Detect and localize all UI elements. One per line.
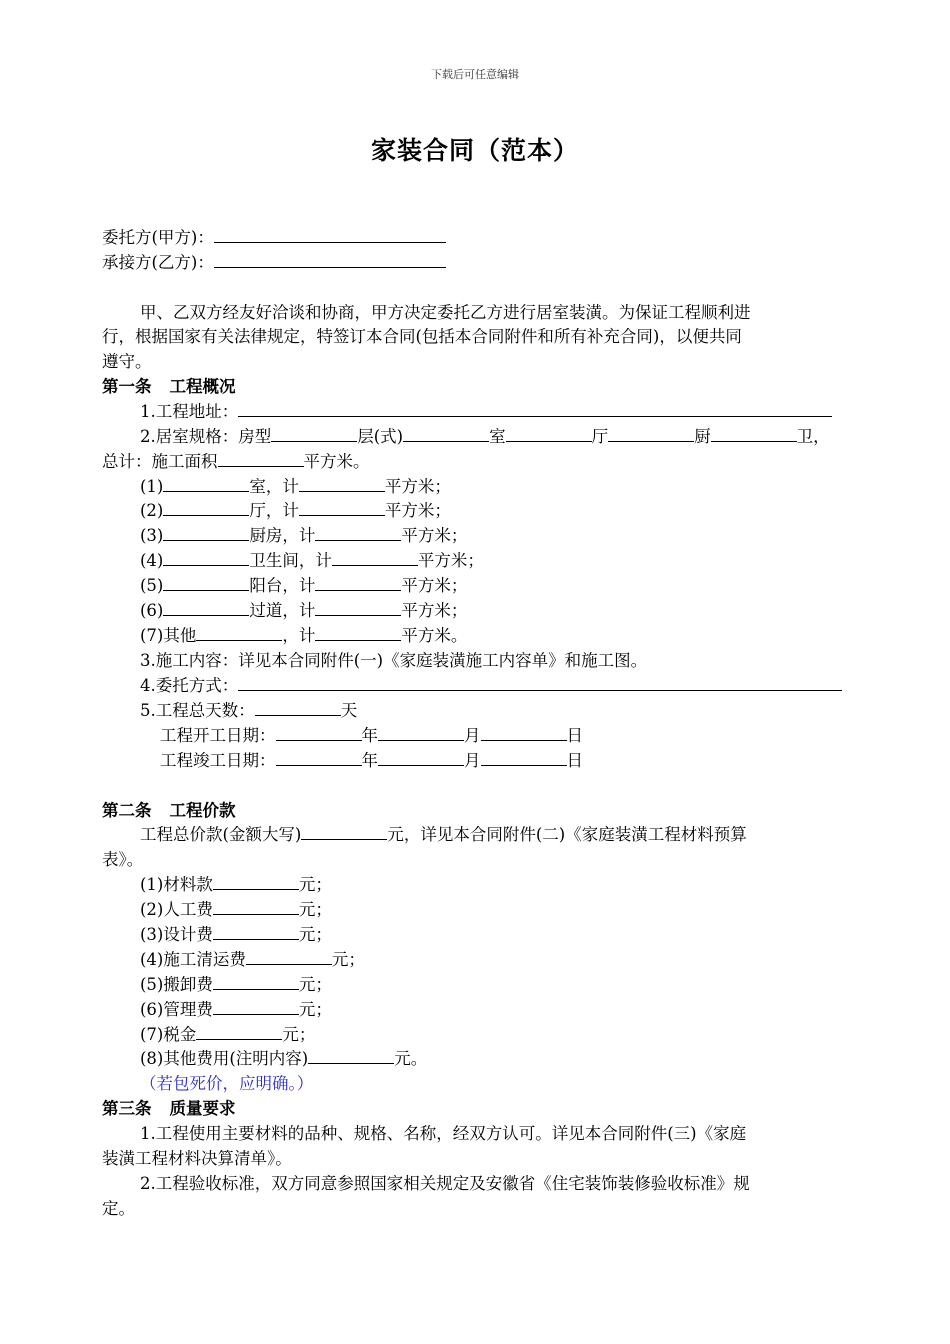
start-date-line [160,723,583,748]
blank [299,498,385,516]
end-date-line [160,748,583,773]
item-unit: 平方米； [384,477,451,496]
total-price-line-2: 表》。 [102,850,144,869]
intro-line-2: 行，根据国家有关法律规定，特签订本合同(包括本合同附件和所有补充合同)，以便共同 [102,327,742,346]
days-unit: 天 [340,701,358,720]
total-area-label: 总计：施工面积 [102,452,218,471]
address-label: 1.工程地址： [140,402,239,421]
article-3-title: 质量要求 [169,1099,236,1118]
item-pre: 其他 [163,626,197,645]
area-item [140,623,467,648]
blank [163,598,249,616]
party-a-blank [214,225,446,243]
month-label: 月 [464,751,481,770]
fixed-price-note: （若包死价，应明确。） [140,1074,314,1093]
spec-line [140,424,830,449]
fee-unit: 元； [282,1025,316,1044]
fee-label: (1)材料款 [140,875,213,894]
address-line [140,399,832,424]
method-label: 4.委托方式： [140,676,239,695]
item-unit: 平方米； [401,601,468,620]
spec-hall: 厅 [591,427,609,446]
blank [213,972,299,990]
quality-p2-line-1: 2.工程验收标准，双方同意参照国家相关规定及安徽省《住宅装饰装修验收标准》规 [140,1174,750,1193]
blank [276,748,362,766]
area-item [140,573,467,598]
month-label: 月 [464,726,481,745]
blank [163,474,249,492]
fee-label: (6)管理费 [140,1000,213,1019]
days-label: 5.工程总天数： [140,701,255,720]
total-price-label: 工程总价款(金额大写) [140,825,302,844]
spec-layer: 层(式) [357,427,404,446]
blank [301,822,387,840]
article-3-number: 第三条 [102,1099,152,1118]
fee-unit: 元； [298,900,332,919]
fee-unit: 元； [298,875,332,894]
article-3-heading [102,1096,236,1121]
intro-line-3: 遵守。 [102,352,152,371]
item-num: (5) [140,576,164,595]
intro-line-1: 甲、乙双方经友好洽谈和协商，甲方决定委托乙方进行居室装潢。为保证工程顺利进 [140,303,751,322]
blank [213,922,299,940]
blank [506,424,592,442]
blank [163,573,249,591]
item-unit: 平方米； [401,526,468,545]
blank [378,748,464,766]
item-num: (1) [140,477,164,496]
fee-item [140,872,332,897]
blank [481,723,567,741]
blank [196,623,282,641]
fee-item [140,1022,315,1047]
blank [299,474,385,492]
year-label: 年 [361,751,378,770]
item-name: 室，计 [249,477,299,496]
spec-kitchen: 厨 [694,427,711,446]
item-num: (6) [140,601,164,620]
area-item [140,548,484,573]
fee-item [140,1046,427,1071]
fee-item [140,947,365,972]
article-2-number: 第二条 [102,801,152,820]
blank [163,523,249,541]
quality-p1-line-2: 装潢工程材料决算清单》。 [102,1149,292,1168]
blank [315,623,401,641]
blank [213,897,299,915]
spec-label: 2.居室规格：房型 [140,427,272,446]
fee-item [140,897,332,922]
item-name: 过道，计 [249,601,316,620]
page-title: 家装合同（范本） [370,136,579,165]
end-date-label: 工程竣工日期： [160,751,276,770]
blank [315,598,401,616]
fee-label: (7)税金 [140,1025,197,1044]
item-num: (4) [140,551,164,570]
days-line [140,698,357,723]
area-item [140,498,451,523]
quality-p2-line-2: 定。 [102,1199,135,1218]
total-price-suffix: 元，详见本合同附件(二)《家庭装潢工程材料预算 [387,825,747,844]
fee-unit: 元； [331,950,365,969]
blank [711,424,797,442]
fee-unit: 元； [298,925,332,944]
item-name: 卫生间，计 [249,551,332,570]
blank [255,698,341,716]
blank [213,997,299,1015]
blank [378,723,464,741]
day-label: 日 [566,726,583,745]
quality-p1-line-1: 1.工程使用主要材料的品种、规格、名称，经双方认可。详见本合同附件(三)《家庭 [140,1124,747,1143]
item-unit: 平方米。 [401,626,468,645]
fee-unit: 元； [298,975,332,994]
item-name: 厅，计 [249,501,299,520]
blank [271,424,357,442]
party-b-blank [214,250,446,268]
fee-label: (2)人工费 [140,900,213,919]
area-item [140,474,451,499]
article-1-heading [102,374,236,399]
item-name: ，计 [282,626,316,645]
fee-unit: 元； [298,1000,332,1019]
fee-item [140,997,332,1022]
total-price-line [140,822,747,847]
item-name: 阳台，计 [249,576,316,595]
total-area-unit: 平方米。 [303,452,370,471]
year-label: 年 [361,726,378,745]
method-blank [238,673,842,691]
blank [196,1022,282,1040]
fee-label: (3)设计费 [140,925,213,944]
item-unit: 平方米； [384,501,451,520]
party-a-label: 委托方(甲方)： [102,228,214,247]
content-line: 3.施工内容：详见本合同附件(一)《家庭装潢施工内容单》和施工图。 [140,651,648,670]
article-2-heading [102,798,236,823]
address-blank [238,399,832,417]
fee-item [140,922,332,947]
spec-room: 室 [489,427,506,446]
blank [163,498,249,516]
fee-label: (4)施工清运费 [140,950,246,969]
item-num: (7) [140,626,164,645]
item-num: (3) [140,526,164,545]
header-note: 下载后可任意编辑 [431,68,519,81]
fee-label: (8)其他费用(注明内容) [140,1049,309,1068]
blank [332,548,418,566]
area-item [140,523,467,548]
item-name: 厨房，计 [249,526,316,545]
blank [481,748,567,766]
article-1-title: 工程概况 [169,377,236,396]
blank [213,872,299,890]
blank [308,1046,394,1064]
blank [276,723,362,741]
party-a-line [102,225,446,250]
blank [163,548,249,566]
area-item [140,598,467,623]
article-2-title: 工程价款 [169,801,236,820]
blank [608,424,694,442]
article-1-number: 第一条 [102,377,152,396]
item-num: (2) [140,501,164,520]
day-label: 日 [566,751,583,770]
blank [403,424,489,442]
blank [315,573,401,591]
start-date-label: 工程开工日期： [160,726,276,745]
blank [315,523,401,541]
method-line [140,673,842,698]
spec-bath: 卫， [796,427,830,446]
blank [246,947,332,965]
item-unit: 平方米； [417,551,484,570]
party-b-line [102,250,446,275]
blank [218,449,304,467]
fee-label: (5)搬卸费 [140,975,213,994]
item-unit: 平方米； [401,576,468,595]
total-area-line [102,449,370,474]
fee-unit: 元。 [394,1049,428,1068]
fee-item [140,972,332,997]
party-b-label: 承接方(乙方)： [102,253,214,272]
